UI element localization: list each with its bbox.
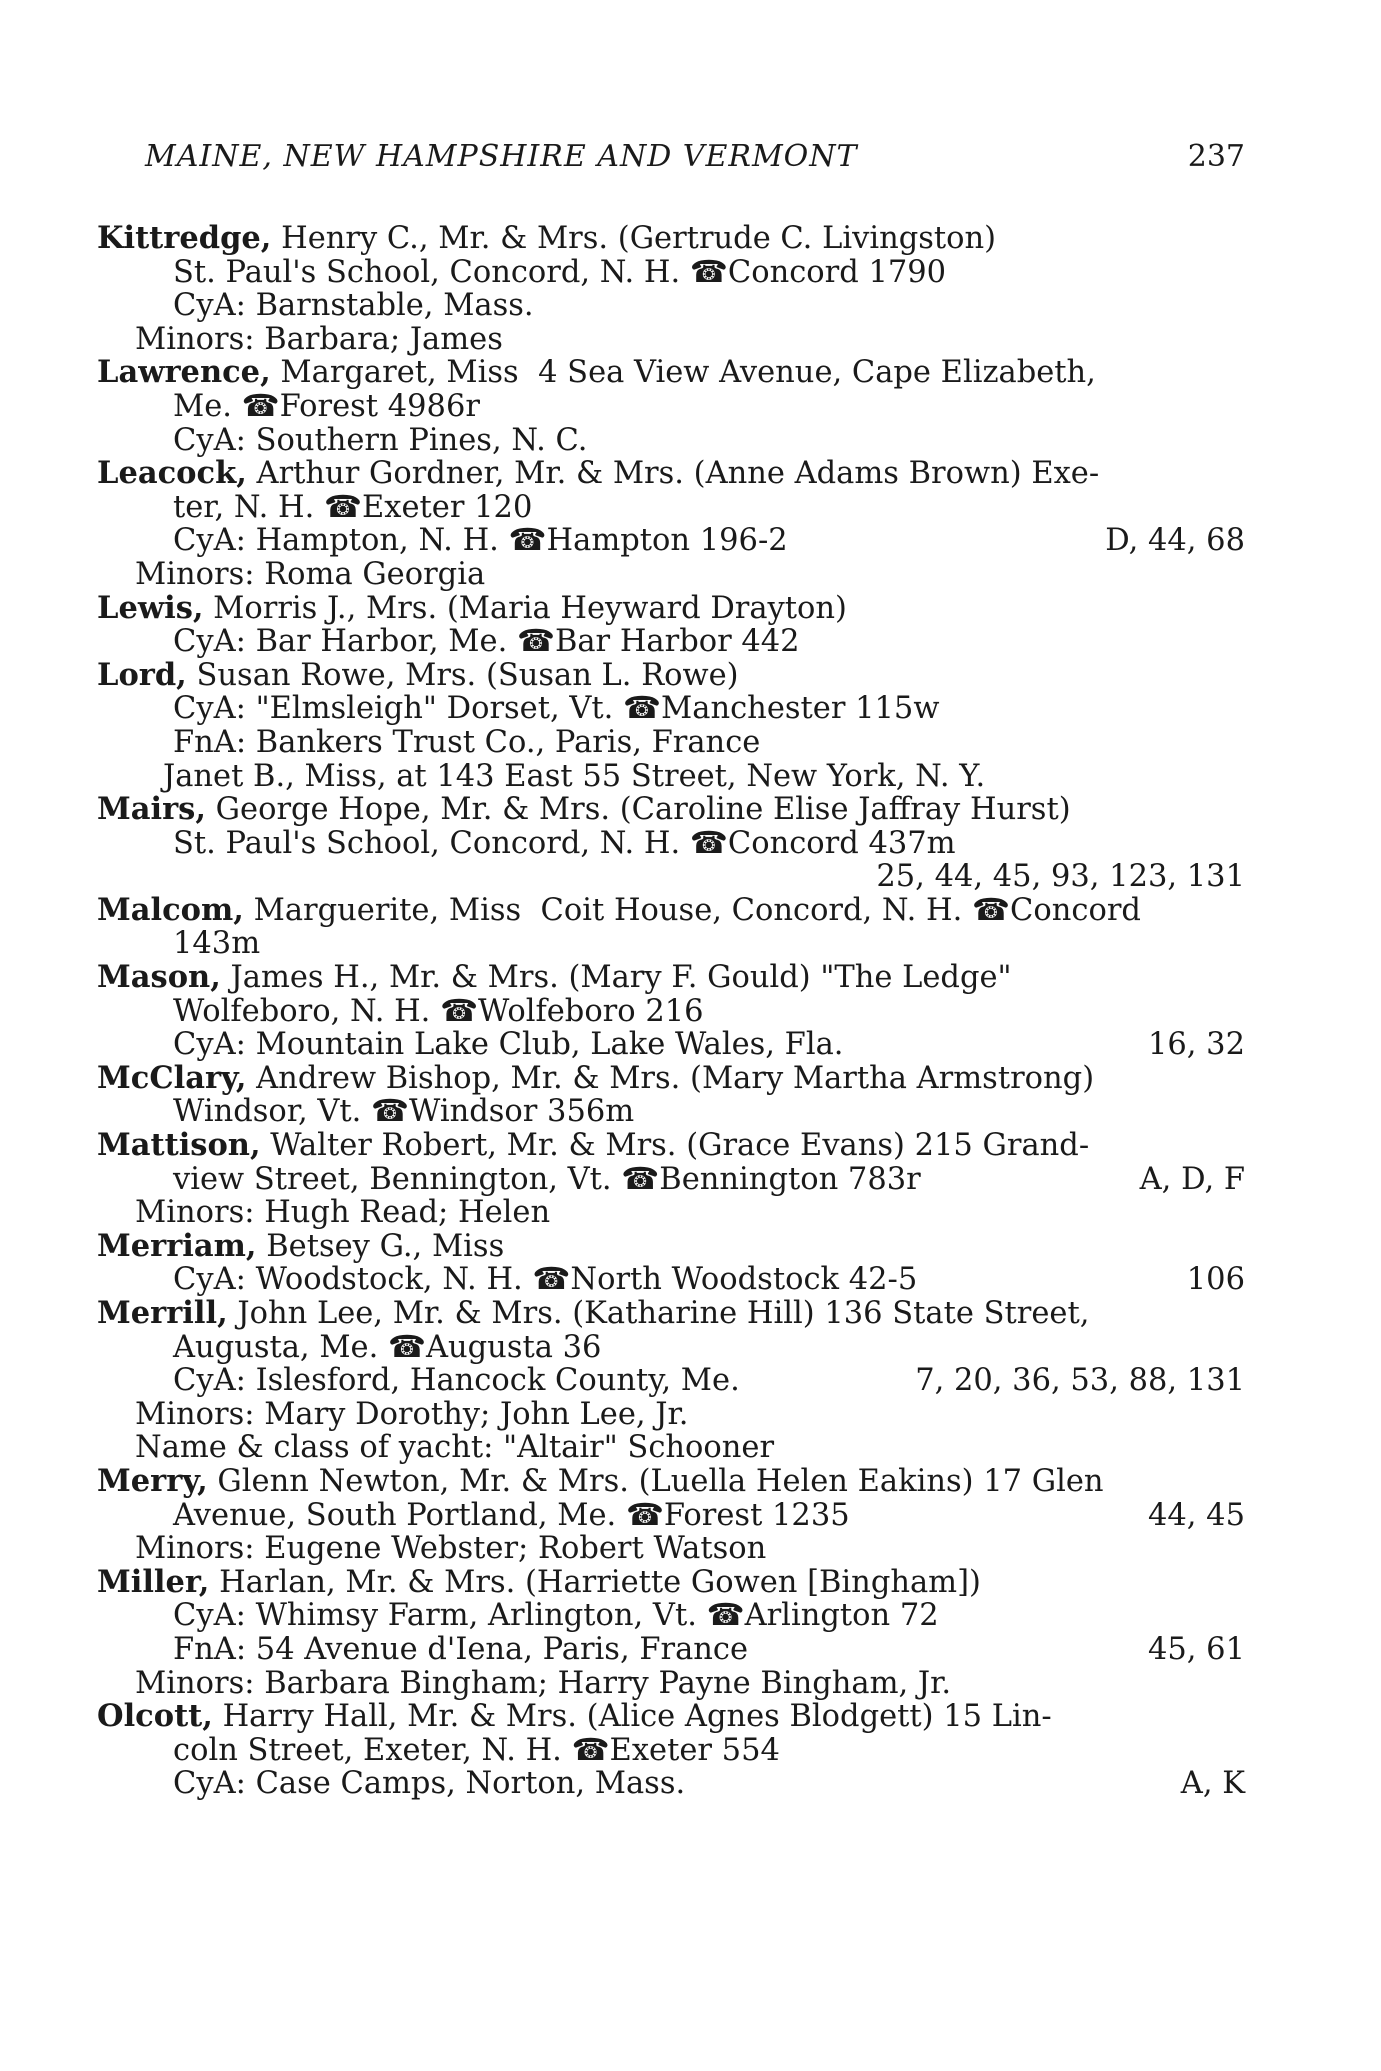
entry-surname: Merriam,: [97, 1227, 257, 1264]
entry-detail-line: [97, 692, 1245, 726]
page-header: [145, 139, 1245, 179]
entry-text: St. Paul's School, Concord, N. H. ☎Concord 437m: [173, 825, 956, 861]
entry-heading-text: [97, 221, 996, 256]
entry-heading-line: [97, 356, 1245, 390]
entry-heading-line: [97, 222, 1245, 256]
entry-heading-line: [97, 1462, 1245, 1499]
entry-text: George Hope, Mr. & Mrs. (Caroline Elise Jaffray Hurst): [205, 792, 1071, 828]
entry-detail-line: [97, 323, 1245, 357]
entry-text: CyA: Barnstable, Mass.: [173, 288, 534, 324]
entry-detail-line: [97, 1633, 1245, 1667]
entry-text: Name & class of yacht: "Altair" Schooner: [135, 1430, 775, 1466]
entry-detail-line: [97, 1196, 1245, 1230]
entry-heading-text: [97, 456, 1099, 491]
entry-detail-line: [97, 1028, 1245, 1062]
entry-surname: Olcott,: [97, 1698, 213, 1735]
entry-detail-line: [97, 1599, 1245, 1633]
entry-detail-line: [97, 625, 1245, 659]
entry-text: Henry C., Mr. & Mrs. (Gertrude C. Livingston): [271, 221, 997, 256]
entry-club-references: 45, 61: [1147, 1631, 1245, 1667]
entry-text: Minors: Mary Dorothy; John Lee, Jr.: [135, 1396, 689, 1432]
entry-detail-line: [97, 1734, 1245, 1768]
entry-heading-line: [97, 656, 1245, 693]
entry-heading-line: [97, 961, 1245, 995]
entry-text: CyA: Hampton, N. H. ☎Hampton 196-2: [173, 523, 788, 559]
entry-detail-line: [97, 726, 1245, 760]
entry-text: Walter Robert, Mr. & Mrs. (Grace Evans) 215 Grand-: [260, 1128, 1090, 1164]
entry-detail-line: [97, 1331, 1245, 1365]
entry-text: CyA: "Elmsleigh" Dorset, Vt. ☎Manchester 115w: [173, 691, 940, 727]
entry-surname: Lawrence,: [97, 354, 271, 391]
entry-heading-text: [97, 1464, 1104, 1499]
entry-heading-text: [97, 658, 739, 693]
entry-text: 143m: [173, 926, 261, 962]
entry-text: Marguerite, Miss Coit House, Concord, N. H. ☎Concord: [243, 892, 1141, 928]
entry-text: CyA: Mountain Lake Club, Lake Wales, Fla.: [173, 1027, 844, 1063]
entry-heading-text: [97, 792, 1071, 827]
entry-detail-line: [97, 1431, 1245, 1465]
entry-detail-line: [97, 1364, 1245, 1398]
entry-text: CyA: Southern Pines, N. C.: [173, 422, 588, 458]
entry-surname: Mairs,: [97, 791, 206, 828]
entry-heading-text: [97, 1061, 1094, 1096]
entry-text: CyA: Whimsy Farm, Arlington, Vt. ☎Arlington 72: [173, 1598, 939, 1634]
entry-club-references: 16, 32: [1147, 1027, 1245, 1063]
entry-heading-text: [97, 1229, 504, 1264]
entry-text: Betsey G., Miss: [256, 1228, 505, 1264]
entry-club-references: D, 44, 68: [1105, 523, 1245, 559]
entry-heading-text: [97, 893, 1141, 928]
entry-detail-line: [97, 256, 1245, 290]
entry-heading-text: [97, 1699, 1052, 1734]
entry-text: Morris J., Mrs. (Maria Heyward Drayton): [203, 590, 847, 626]
entry-text: FnA: 54 Avenue d'Iena, Paris, France: [173, 1631, 749, 1667]
entry-text: Susan Rowe, Mrs. (Susan L. Rowe): [186, 657, 739, 693]
entry-text: Margaret, Miss 4 Sea View Avenue, Cape Elizabeth,: [270, 355, 1096, 391]
entry-club-references: 106: [1186, 1262, 1245, 1298]
entry-heading-text: [97, 1296, 1089, 1331]
entry-text: Minors: Hugh Read; Helen: [135, 1195, 551, 1231]
entry-text: Minors: Eugene Webster; Robert Watson: [135, 1531, 767, 1567]
entry-text: Augusta, Me. ☎Augusta 36: [173, 1329, 602, 1365]
entry-detail-line: [97, 1532, 1245, 1566]
entry-detail-line: [97, 860, 1245, 894]
entry-heading-line: [97, 1700, 1245, 1734]
entry-heading-line: [97, 1059, 1245, 1096]
entry-text: Janet B., Miss, at 143 East 55 Street, New York, N. Y.: [163, 758, 986, 794]
entry-text: Avenue, South Portland, Me. ☎Forest 1235: [173, 1497, 850, 1533]
entry-text: view Street, Bennington, Vt. ☎Bennington 783r: [173, 1161, 921, 1197]
entry-detail-line: [97, 1163, 1245, 1197]
entry-surname: Miller,: [97, 1563, 210, 1600]
entry-detail-line: [97, 390, 1245, 424]
entry-text: St. Paul's School, Concord, N. H. ☎Concord 1790: [173, 254, 947, 290]
page-number: 237: [1187, 139, 1245, 174]
entry-heading-text: [97, 591, 847, 626]
entry-detail-line: [97, 1263, 1245, 1297]
entry-text: Me. ☎Forest 4986r: [173, 388, 480, 424]
entry-surname: McClary,: [97, 1059, 247, 1096]
entry-text: ter, N. H. ☎Exeter 120: [173, 489, 533, 525]
entry-detail-line: [97, 927, 1245, 961]
entry-text: Andrew Bishop, Mr. & Mrs. (Mary Martha Armstrong): [246, 1060, 1095, 1096]
entry-text: CyA: Case Camps, Norton, Mass.: [173, 1766, 686, 1802]
entry-text: Minors: Barbara; James: [135, 321, 503, 357]
entry-heading-line: [97, 1563, 1245, 1600]
entry-text: John Lee, Mr. & Mrs. (Katharine Hill) 136 State Street,: [227, 1296, 1090, 1331]
entry-heading-line: [97, 793, 1245, 827]
entry-club-references: 25, 44, 45, 93, 123, 131: [876, 859, 1245, 895]
entry-detail-line: [97, 1667, 1245, 1701]
entry-heading-line: [97, 457, 1245, 491]
entry-surname: Leacock,: [97, 455, 247, 492]
entry-text: Glenn Newton, Mr. & Mrs. (Luella Helen Eakins) 17 Glen: [207, 1463, 1104, 1499]
entry-club-references: A, D, F: [1139, 1161, 1245, 1197]
entry-heading-line: [97, 589, 1245, 626]
entry-heading-line: [97, 1227, 1245, 1264]
entry-text: Minors: Roma Georgia: [135, 556, 486, 592]
entry-text: Arthur Gordner, Mr. & Mrs. (Anne Adams Brown) Exe-: [246, 456, 1100, 492]
entry-surname: Mattison,: [97, 1127, 261, 1164]
entry-heading-line: [97, 1129, 1245, 1163]
entry-club-references: A, K: [1180, 1766, 1245, 1802]
entry-detail-line: [97, 491, 1245, 525]
entry-club-references: 44, 45: [1147, 1497, 1245, 1533]
entry-text: Harry Hall, Mr. & Mrs. (Alice Agnes Blodgett) 15 Lin-: [212, 1699, 1052, 1735]
entry-detail-line: [97, 558, 1245, 592]
entry-text: Wolfeboro, N. H. ☎Wolfeboro 216: [173, 993, 704, 1029]
entry-surname: Merrill,: [97, 1295, 228, 1331]
entry-heading-text: [97, 355, 1096, 390]
entry-detail-line: [97, 760, 1245, 794]
entry-heading-line: [97, 1297, 1245, 1331]
entry-heading-text: [97, 1565, 981, 1600]
entry-surname: Malcom,: [97, 891, 244, 928]
entry-surname: Merry,: [97, 1462, 208, 1499]
entry-surname: Lewis,: [97, 589, 204, 626]
entry-text: CyA: Bar Harbor, Me. ☎Bar Harbor 442: [173, 624, 800, 660]
entry-club-references: 7, 20, 36, 53, 88, 131: [915, 1363, 1245, 1399]
entry-text: James H., Mr. & Mrs. (Mary F. Gould) "The Ledge": [220, 960, 1012, 996]
entry-detail-line: [97, 524, 1245, 558]
entry-detail-line: [97, 1095, 1245, 1129]
entry-surname: Kittredge,: [97, 220, 272, 256]
entry-text: coln Street, Exeter, N. H. ☎Exeter 554: [173, 1732, 780, 1768]
entry-detail-line: [97, 1499, 1245, 1533]
entry-detail-line: [97, 1398, 1245, 1432]
entry-heading-text: [97, 960, 1012, 995]
entry-text: Windsor, Vt. ☎Windsor 356m: [173, 1094, 635, 1130]
entry-detail-line: [97, 1767, 1245, 1801]
running-title: MAINE, NEW HAMPSHIRE AND VERMONT: [145, 139, 858, 174]
entry-surname: Lord,: [97, 656, 187, 693]
entry-text: CyA: Islesford, Hancock County, Me.: [173, 1363, 740, 1399]
entry-heading-line: [97, 891, 1245, 928]
entry-text: CyA: Woodstock, N. H. ☎North Woodstock 42-5: [173, 1262, 918, 1298]
entry-detail-line: [97, 289, 1245, 323]
entry-text: FnA: Bankers Trust Co., Paris, France: [173, 724, 761, 760]
entry-detail-line: [97, 995, 1245, 1029]
entry-detail-line: [97, 424, 1245, 458]
entry-detail-line: [97, 827, 1245, 861]
entry-text: Minors: Barbara Bingham; Harry Payne Bingham, Jr.: [135, 1665, 952, 1701]
entry-surname: Mason,: [97, 959, 221, 996]
entry-text: Harlan, Mr. & Mrs. (Harriette Gowen [Bingham]): [209, 1564, 981, 1600]
entry-heading-text: [97, 1128, 1089, 1163]
directory-entries: [97, 222, 1245, 1801]
